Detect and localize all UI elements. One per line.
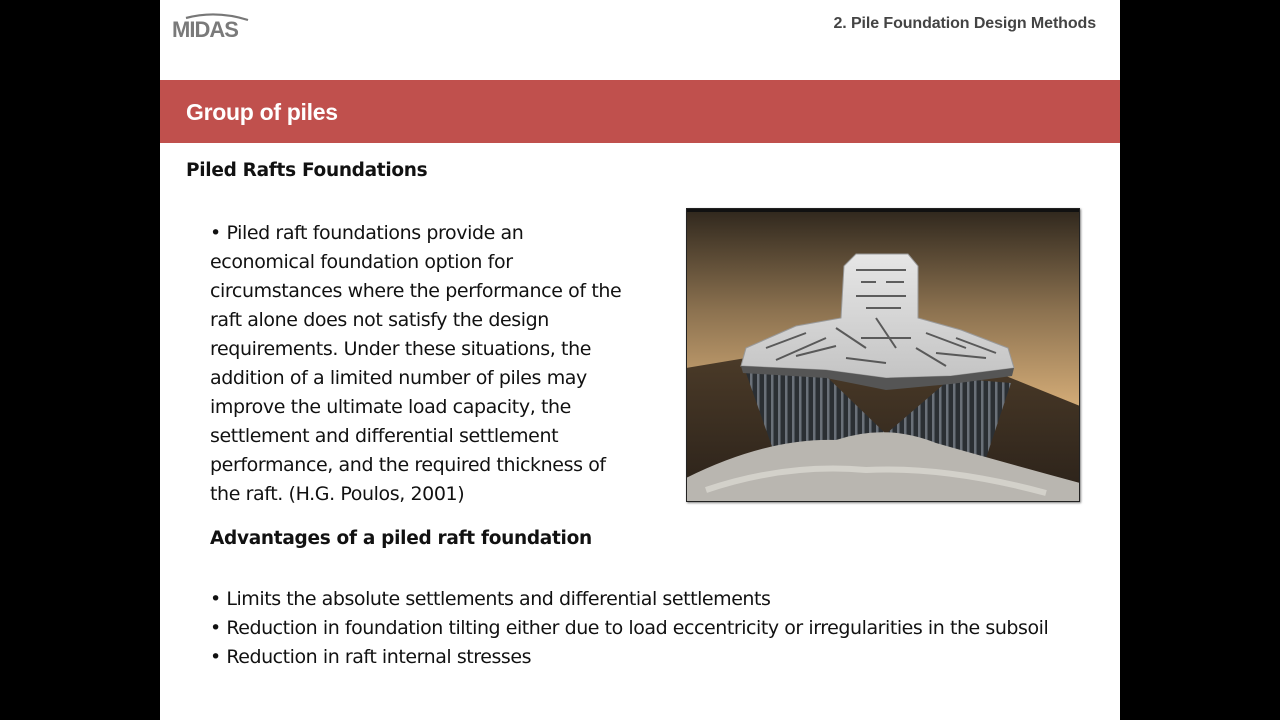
subtitle: Piled Rafts Foundations xyxy=(186,160,428,181)
description-paragraph xyxy=(210,219,670,509)
slide xyxy=(160,0,1120,720)
paragraph-line: performance, and the required thickness of xyxy=(210,454,606,476)
advantage-item: • Limits the absolute settlements and differential settlements xyxy=(210,588,771,610)
midas-logo xyxy=(172,12,254,40)
svg-text:MIDAS: MIDAS xyxy=(172,17,238,40)
paragraph-line: the raft. (H.G. Poulos, 2001) xyxy=(210,483,465,505)
advantage-item: • Reduction in raft internal stresses xyxy=(210,646,532,668)
paragraph-line: economical foundation option for xyxy=(210,251,513,273)
advantages-list xyxy=(210,585,1048,672)
paragraph-line: addition of a limited number of piles may xyxy=(210,367,587,389)
advantages-heading: Advantages of a piled raft foundation xyxy=(210,528,592,549)
piled-raft-illustration xyxy=(686,208,1080,502)
paragraph-line: improve the ultimate load capacity, the xyxy=(210,396,571,418)
paragraph-line: raft alone does not satisfy the design xyxy=(210,309,549,331)
paragraph-line: requirements. Under these situations, the xyxy=(210,338,592,360)
paragraph-line: • Piled raft foundations provide an xyxy=(210,222,524,244)
section-title: 2. Pile Foundation Design Methods xyxy=(833,15,1096,32)
paragraph-line: circumstances where the performance of the xyxy=(210,280,622,302)
advantage-item: • Reduction in foundation tilting either due to load eccentricity or irregularities in the subsoil xyxy=(210,617,1049,639)
paragraph-line: settlement and differential settlement xyxy=(210,425,559,447)
slide-title: Group of piles xyxy=(186,99,338,125)
title-band xyxy=(160,80,1120,143)
